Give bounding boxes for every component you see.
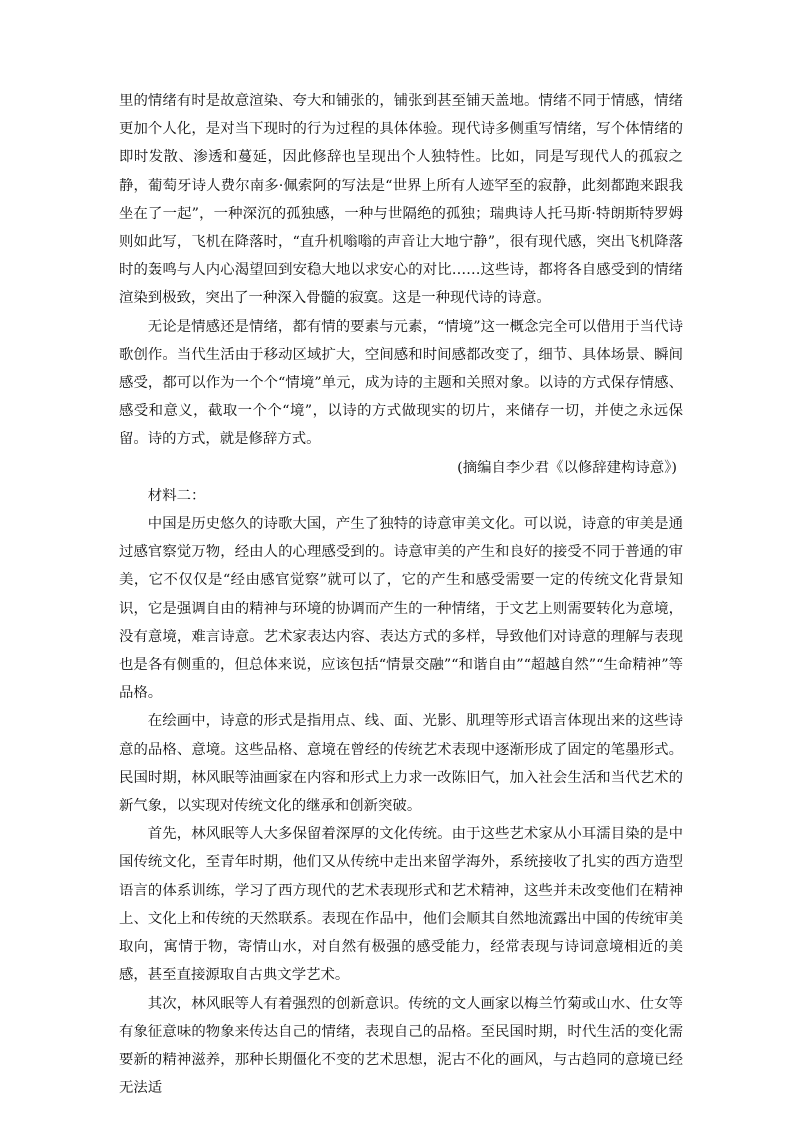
document-body [119, 87, 683, 1102]
paragraph-qingjing: 无论是情感还是情绪，都有情的要素与元素，“情境”这一概念完全可以借用于当代诗歌创作。当代生活由于移动区域扩大，空间感和时间感都改变了，细节、具体场景、瞬间感受，都可以作为一个个“情境”单元，成为诗的主题和关照对象。以诗的方式保存情感、感受和意义，截取一个个“境”，以诗的方式做现实的切片，来储存一切，并使之永远保留。诗的方式，就是修辞方式。 [119, 318, 683, 448]
paragraph-painting: 在绘画中，诗意的形式是指用点、线、面、光影、肌理等形式语言体现出来的这些诗意的品格、意境。这些品格、意境在曾经的传统艺术表现中逐渐形成了固定的笔墨形式。民国时期，林风眠等油画家在内容和形式上力求一改陈旧气，加入社会生活和当代艺术的新气象，以实现对传统文化的继承和创新突破。 [119, 713, 683, 815]
section-label: 材料二： [147, 487, 206, 504]
paragraph-continued: 里的情绪有时是故意渲染、夸大和铺张的，铺张到甚至铺天盖地。情绪不同于情感，情绪更加个人化，是对当下现时的行为过程的具体体验。现代诗多侧重写情绪，写个体情绪的即时发散、渗透和蔓延，因此修辞也呈现出个人独特性。比如，同是写现代人的孤寂之静，葡萄牙诗人费尔南多·佩索阿的写法是“世界上所有人迹罕至的寂静，此刻都跑来跟我坐在了一起”，一种深沉的孤独感，一种与世隔绝的孤独；瑞典诗人托马斯·特朗斯特罗姆则如此写，飞机在降落时，“直升机嗡嗡的声音让大地宁静”，很有现代感，突出飞机降落时的轰鸣与人内心渴望回到安稳大地以求安心的对比……这些诗，都将各自感受到的情绪渲染到极致，突出了一种深入骨髓的寂寞。这是一种现代诗的诗意。 [119, 93, 683, 307]
source-attribution: (摘编自李少君《以修辞建构诗意》) [457, 459, 677, 476]
paragraph-first: 首先，林风眠等人大多保留着深厚的文化传统。由于这些艺术家从小耳濡目染的是中国传统文化，至青年时期，他们又从传统中走出来留学海外，系统接收了扎实的西方造型语言的体系训练，学习了西方现代的艺术表现形式和艺术精神，这些并未改变他们在精神上、文化上和传统的天然联系。表现在作品中，他们会顺其自然地流露出中国的传统审美取向，寓情于物，寄情山水，对自然有极强的感受能力，经常表现与诗词意境相近的美感，甚至直接源取自古典文学艺术。 [119, 826, 683, 984]
paragraph-aesthetics: 中国是历史悠久的诗歌大国，产生了独特的诗意审美文化。可以说，诗意的审美是通过感官察觉万物，经由人的心理感受到的。诗意审美的产生和良好的接受不同于普通的审美，它不仅仅是“经由感官觉察”就可以了，它的产生和感受需要一定的传统文化背景知识，它是强调自由的精神与环境的协调而产生的一种情绪，于文艺上则需要转化为意境，没有意境，难言诗意。艺术家表达内容、表达方式的多样，导致他们对诗意的理解与表现也是各有侧重的，但总体来说，应该包括“情景交融”“和谐自由”“超越自然”“生命精神”等品格。 [119, 516, 683, 702]
paragraph-second: 其次，林风眠等人有着强烈的创新意识。传统的文人画家以梅兰竹菊或山水、仕女等有象征意味的物象来传达自己的情绪，表现自己的品格。至民国时期，时代生活的变化需要新的精神滋养，那种长期僵化不变的艺术思想，泥古不化的画风，与古趋同的意境已经无法适 [119, 995, 683, 1097]
